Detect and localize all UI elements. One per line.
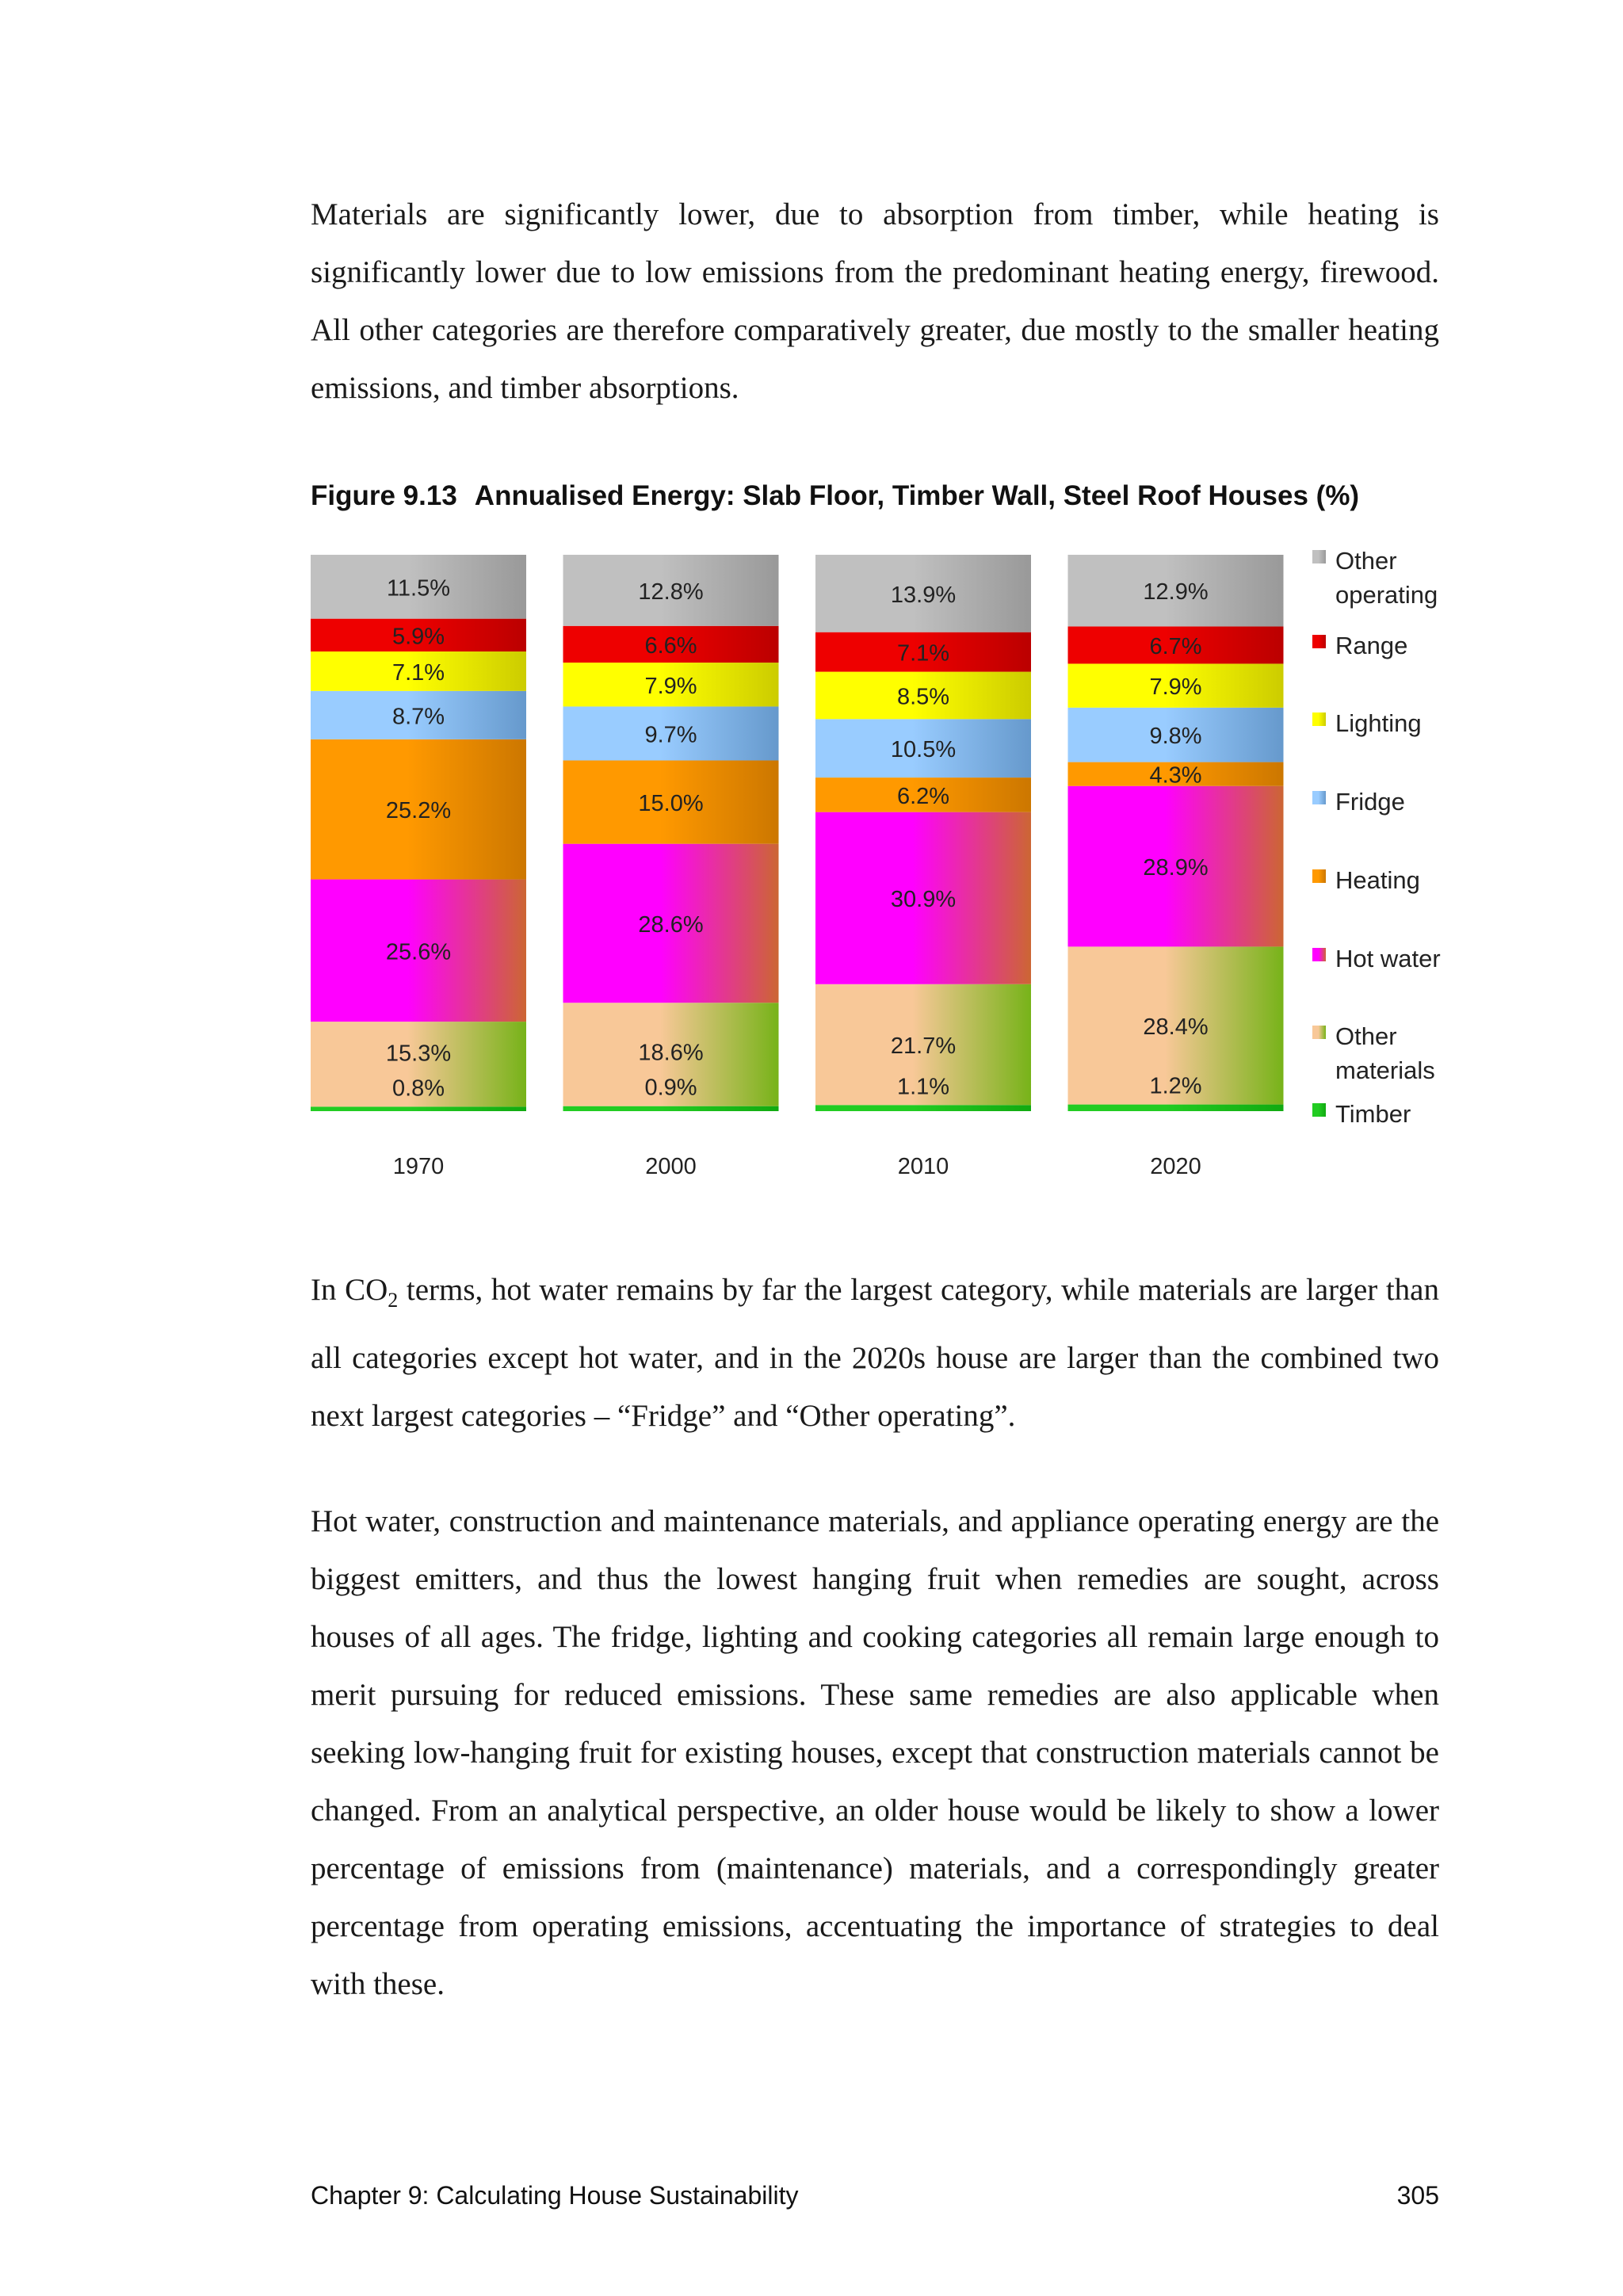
chart-legend bbox=[1312, 547, 1441, 1128]
label-2000-other-materials: 18.6% bbox=[638, 1040, 704, 1066]
legend-swatch-other-materials bbox=[1312, 1026, 1326, 1039]
label-2020-range: 6.7% bbox=[1149, 633, 1202, 659]
label-1970-other-materials: 15.3% bbox=[385, 1041, 452, 1067]
legend-label-other-operating: Other bbox=[1335, 547, 1397, 575]
legend-swatch-other-operating bbox=[1312, 550, 1326, 563]
label-2000-range: 6.6% bbox=[644, 632, 697, 659]
label-1970-range: 5.9% bbox=[391, 624, 445, 650]
label-2010-timber: 1.1% bbox=[896, 1074, 950, 1100]
figure-caption: Annualised Energy: Slab Floor, Timber Wall, Steel Roof Houses (%) bbox=[474, 480, 1360, 511]
label-1970-timber: 0.8% bbox=[391, 1075, 445, 1102]
x-tick-2020: 2020 bbox=[1150, 1154, 1201, 1179]
bar-2000-timber bbox=[563, 1106, 779, 1111]
label-2000-timber: 0.9% bbox=[644, 1075, 697, 1101]
label-2010-range: 7.1% bbox=[896, 640, 950, 667]
p2-prefix: In CO bbox=[311, 1273, 388, 1307]
label-2010-other-materials: 21.7% bbox=[890, 1033, 957, 1060]
legend-label-lighting: Lighting bbox=[1335, 709, 1422, 737]
x-tick-2010: 2010 bbox=[897, 1154, 949, 1179]
chart-bars bbox=[311, 555, 1284, 1111]
figure-number: Figure 9.13 bbox=[311, 480, 457, 511]
label-2020-other-operating: 12.9% bbox=[1143, 579, 1209, 606]
paragraph-3: Hot water, construction and maintenance materials, and appliance operating energy are the biggest emitters, and thus the lowest hanging fruit when remedies are sought, across houses of all ages. The fridge, lighting and cooking categories all remain large enough to merit pursuing for reduced emissions. These same remedies are also applicable when seeking low-hanging fruit for existing houses, except that construction materials cannot be changed. From an analytical perspective, an older house would be likely to show a lower percentage of emissions from (maintenance) materials, and a correspondingly greater percentage from operating emissions, accentuating the importance of strategies to deal with these. bbox=[311, 1504, 1439, 2001]
label-2020-heating: 4.3% bbox=[1149, 762, 1202, 789]
stacked-bar-chart bbox=[301, 539, 1458, 1205]
paragraph-1: Materials are significantly lower, due to absorption from timber, while heating is significantly lower due to low emissions from the predominant heating energy, firewood. All other categories are therefore comparatively greater, due mostly to the smaller heating emissions, and timber absorptions. bbox=[311, 197, 1439, 405]
label-2000-hot-water: 28.6% bbox=[638, 911, 704, 938]
legend-label-fridge: Fridge bbox=[1335, 788, 1405, 816]
footer-page-number: 305 bbox=[1396, 2181, 1439, 2210]
bar-1970-timber bbox=[311, 1106, 526, 1111]
label-2020-hot-water: 28.9% bbox=[1143, 855, 1209, 881]
label-2020-fridge: 9.8% bbox=[1149, 724, 1202, 750]
legend-swatch-hot-water bbox=[1312, 948, 1326, 961]
label-1970-fridge: 8.7% bbox=[391, 704, 445, 730]
legend-swatch-heating bbox=[1312, 869, 1326, 883]
x-tick-1970: 1970 bbox=[392, 1154, 445, 1179]
paragraph-2 bbox=[311, 1261, 1439, 1445]
label-2020-other-materials: 28.4% bbox=[1143, 1014, 1209, 1040]
label-1970-other-operating: 11.5% bbox=[386, 575, 451, 602]
label-2010-hot-water: 30.9% bbox=[890, 887, 957, 913]
legend-label-other-materials-line2: materials bbox=[1335, 1056, 1435, 1084]
legend-label-range: Range bbox=[1335, 632, 1408, 659]
label-2000-lighting: 7.9% bbox=[644, 673, 697, 699]
label-2020-timber: 1.2% bbox=[1149, 1073, 1202, 1099]
legend-swatch-fridge bbox=[1312, 791, 1326, 804]
bar-2010-timber bbox=[815, 1105, 1031, 1111]
label-2000-other-operating: 12.8% bbox=[638, 579, 704, 605]
label-2020-lighting: 7.9% bbox=[1149, 674, 1202, 701]
legend-label-other-operating-line2: operating bbox=[1335, 581, 1438, 609]
label-2010-lighting: 8.5% bbox=[896, 684, 950, 710]
legend-label-heating: Heating bbox=[1335, 866, 1420, 894]
legend-label-other-materials: Other bbox=[1335, 1022, 1397, 1050]
label-2000-fridge: 9.7% bbox=[644, 722, 697, 748]
label-1970-hot-water: 25.6% bbox=[385, 939, 452, 965]
legend-swatch-timber bbox=[1312, 1103, 1326, 1117]
legend-swatch-range bbox=[1312, 635, 1326, 648]
chart-x-axis-labels bbox=[393, 1154, 1201, 1179]
label-2010-other-operating: 13.9% bbox=[890, 582, 957, 608]
label-1970-lighting: 7.1% bbox=[391, 659, 445, 686]
p2-subscript: 2 bbox=[388, 1288, 399, 1312]
legend-label-timber: Timber bbox=[1335, 1100, 1411, 1128]
label-1970-heating: 25.2% bbox=[385, 798, 452, 824]
legend-swatch-lighting bbox=[1312, 712, 1326, 726]
figure-title bbox=[311, 480, 1359, 512]
p2-rest: terms, hot water remains by far the largest category, while materials are larger than all categories except hot water, and in the 2020s house are larger than the combined two next largest categories – “Fridge” and “Other operating”. bbox=[311, 1273, 1439, 1433]
bar-2020-timber bbox=[1068, 1105, 1284, 1111]
x-tick-2000: 2000 bbox=[645, 1154, 697, 1179]
label-2010-heating: 6.2% bbox=[896, 783, 950, 809]
label-2000-heating: 15.0% bbox=[638, 791, 704, 817]
footer-chapter: Chapter 9: Calculating House Sustainability bbox=[311, 2181, 799, 2210]
legend-label-hot-water: Hot water bbox=[1335, 945, 1441, 972]
label-2010-fridge: 10.5% bbox=[890, 737, 957, 763]
